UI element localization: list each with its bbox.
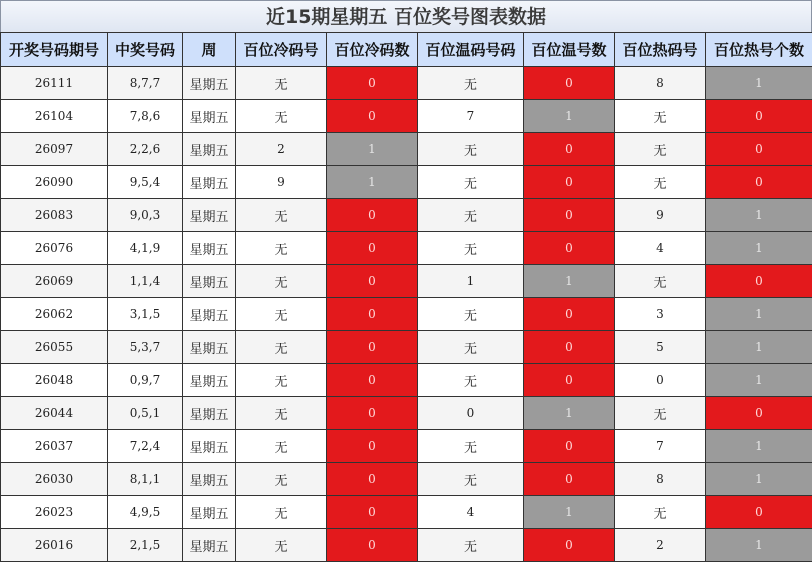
table-row [1,166,812,199]
cell-issue: 26076 [1,232,108,265]
table-row [1,430,812,463]
cell-week: 星期五 [183,67,236,100]
cell-hot-code: 7 [615,430,706,463]
col-header-issue: 开奖号码期号 [1,33,108,67]
cell-issue: 26090 [1,166,108,199]
cell-cold-count: 0 [327,232,418,265]
cell-cold-count: 1 [327,133,418,166]
cell-warm-count: 0 [524,232,615,265]
col-header-cold-count: 百位冷码数 [327,33,418,67]
cell-cold-code: 无 [236,397,327,430]
cell-hot-count: 0 [706,133,812,166]
col-header-cold-code: 百位冷码号 [236,33,327,67]
cell-week: 星期五 [183,529,236,562]
cell-cold-code: 无 [236,496,327,529]
cell-cold-code: 无 [236,265,327,298]
cell-issue: 26097 [1,133,108,166]
table-row [1,397,812,430]
table-row [1,100,812,133]
cell-week: 星期五 [183,232,236,265]
cell-cold-count: 0 [327,331,418,364]
cell-warm-count: 0 [524,463,615,496]
cell-warm-code: 0 [418,397,524,430]
cell-number: 7,2,4 [108,430,183,463]
cell-cold-count: 1 [327,166,418,199]
cell-hot-code: 3 [615,298,706,331]
cell-issue: 26083 [1,199,108,232]
cell-cold-code: 无 [236,199,327,232]
cell-hot-count: 1 [706,331,812,364]
cell-warm-count: 1 [524,397,615,430]
cell-hot-count: 1 [706,430,812,463]
table-row [1,232,812,265]
cell-cold-code: 无 [236,331,327,364]
cell-hot-count: 0 [706,496,812,529]
cell-warm-count: 0 [524,430,615,463]
cell-hot-count: 1 [706,463,812,496]
cell-week: 星期五 [183,430,236,463]
cell-week: 星期五 [183,265,236,298]
hundreds-digit-table [0,32,812,562]
cell-warm-code: 无 [418,529,524,562]
cell-warm-code: 无 [418,463,524,496]
cell-number: 5,3,7 [108,331,183,364]
table-row [1,133,812,166]
cell-cold-count: 0 [327,397,418,430]
cell-cold-count: 0 [327,199,418,232]
cell-issue: 26111 [1,67,108,100]
page-title: 近15期星期五 百位奖号图表数据 [0,0,812,32]
cell-week: 星期五 [183,199,236,232]
cell-hot-code: 2 [615,529,706,562]
table-row [1,496,812,529]
cell-hot-count: 0 [706,265,812,298]
cell-week: 星期五 [183,463,236,496]
cell-warm-count: 0 [524,67,615,100]
cell-hot-count: 1 [706,364,812,397]
cell-hot-code: 9 [615,199,706,232]
cell-warm-count: 0 [524,331,615,364]
cell-hot-code: 无 [615,496,706,529]
cell-issue: 26023 [1,496,108,529]
cell-warm-code: 无 [418,67,524,100]
cell-cold-code: 9 [236,166,327,199]
cell-number: 2,1,5 [108,529,183,562]
cell-warm-code: 无 [418,364,524,397]
cell-cold-count: 0 [327,430,418,463]
table-body [1,67,812,562]
cell-cold-code: 2 [236,133,327,166]
cell-issue: 26037 [1,430,108,463]
cell-number: 0,9,7 [108,364,183,397]
cell-cold-count: 0 [327,265,418,298]
cell-warm-count: 0 [524,364,615,397]
cell-cold-count: 0 [327,67,418,100]
cell-cold-code: 无 [236,67,327,100]
col-header-number: 中奖号码 [108,33,183,67]
cell-issue: 26048 [1,364,108,397]
cell-warm-code: 无 [418,199,524,232]
cell-number: 8,7,7 [108,67,183,100]
cell-cold-count: 0 [327,298,418,331]
cell-number: 4,9,5 [108,496,183,529]
cell-number: 9,5,4 [108,166,183,199]
cell-cold-code: 无 [236,100,327,133]
cell-hot-code: 0 [615,364,706,397]
cell-hot-code: 4 [615,232,706,265]
cell-hot-count: 0 [706,100,812,133]
cell-cold-code: 无 [236,463,327,496]
cell-week: 星期五 [183,496,236,529]
cell-hot-count: 1 [706,529,812,562]
cell-cold-code: 无 [236,298,327,331]
cell-cold-count: 0 [327,100,418,133]
cell-warm-code: 无 [418,430,524,463]
cell-number: 8,1,1 [108,463,183,496]
cell-hot-count: 0 [706,166,812,199]
cell-number: 1,1,4 [108,265,183,298]
table-row [1,463,812,496]
cell-hot-count: 1 [706,232,812,265]
cell-hot-code: 无 [615,397,706,430]
cell-warm-code: 7 [418,100,524,133]
cell-warm-count: 0 [524,166,615,199]
cell-hot-code: 无 [615,100,706,133]
cell-warm-count: 1 [524,265,615,298]
cell-cold-count: 0 [327,496,418,529]
col-header-warm-code: 百位温码号码 [418,33,524,67]
cell-week: 星期五 [183,100,236,133]
cell-week: 星期五 [183,133,236,166]
cell-number: 9,0,3 [108,199,183,232]
cell-hot-code: 无 [615,265,706,298]
cell-cold-code: 无 [236,232,327,265]
cell-cold-code: 无 [236,529,327,562]
cell-issue: 26016 [1,529,108,562]
cell-warm-code: 无 [418,133,524,166]
cell-warm-code: 4 [418,496,524,529]
table-row [1,331,812,364]
cell-week: 星期五 [183,166,236,199]
cell-hot-count: 1 [706,67,812,100]
cell-warm-count: 0 [524,199,615,232]
cell-warm-code: 无 [418,166,524,199]
cell-hot-code: 8 [615,67,706,100]
cell-week: 星期五 [183,298,236,331]
cell-hot-count: 1 [706,298,812,331]
cell-hot-code: 无 [615,133,706,166]
table-row [1,67,812,100]
cell-cold-count: 0 [327,364,418,397]
cell-hot-code: 8 [615,463,706,496]
table-row [1,298,812,331]
cell-number: 4,1,9 [108,232,183,265]
cell-hot-count: 1 [706,199,812,232]
cell-warm-count: 0 [524,298,615,331]
col-header-hot-count: 百位热号个数 [706,33,812,67]
table-row [1,265,812,298]
col-header-hot-code: 百位热码号 [615,33,706,67]
cell-number: 3,1,5 [108,298,183,331]
cell-cold-code: 无 [236,364,327,397]
cell-hot-count: 0 [706,397,812,430]
cell-issue: 26069 [1,265,108,298]
cell-cold-count: 0 [327,463,418,496]
table-row [1,364,812,397]
cell-warm-count: 0 [524,133,615,166]
table-row [1,529,812,562]
cell-week: 星期五 [183,331,236,364]
cell-warm-code: 无 [418,331,524,364]
cell-issue: 26055 [1,331,108,364]
col-header-warm-count: 百位温号数 [524,33,615,67]
cell-issue: 26030 [1,463,108,496]
cell-week: 星期五 [183,364,236,397]
cell-warm-count: 0 [524,529,615,562]
cell-issue: 26044 [1,397,108,430]
cell-hot-code: 5 [615,331,706,364]
cell-warm-code: 无 [418,298,524,331]
cell-warm-code: 1 [418,265,524,298]
cell-cold-count: 0 [327,529,418,562]
cell-warm-count: 1 [524,100,615,133]
cell-hot-code: 无 [615,166,706,199]
cell-issue: 26104 [1,100,108,133]
cell-week: 星期五 [183,397,236,430]
cell-number: 7,8,6 [108,100,183,133]
cell-cold-code: 无 [236,430,327,463]
table-row [1,199,812,232]
header-row [1,33,812,67]
cell-warm-count: 1 [524,496,615,529]
cell-issue: 26062 [1,298,108,331]
cell-number: 2,2,6 [108,133,183,166]
cell-number: 0,5,1 [108,397,183,430]
col-header-week: 周 [183,33,236,67]
cell-warm-code: 无 [418,232,524,265]
